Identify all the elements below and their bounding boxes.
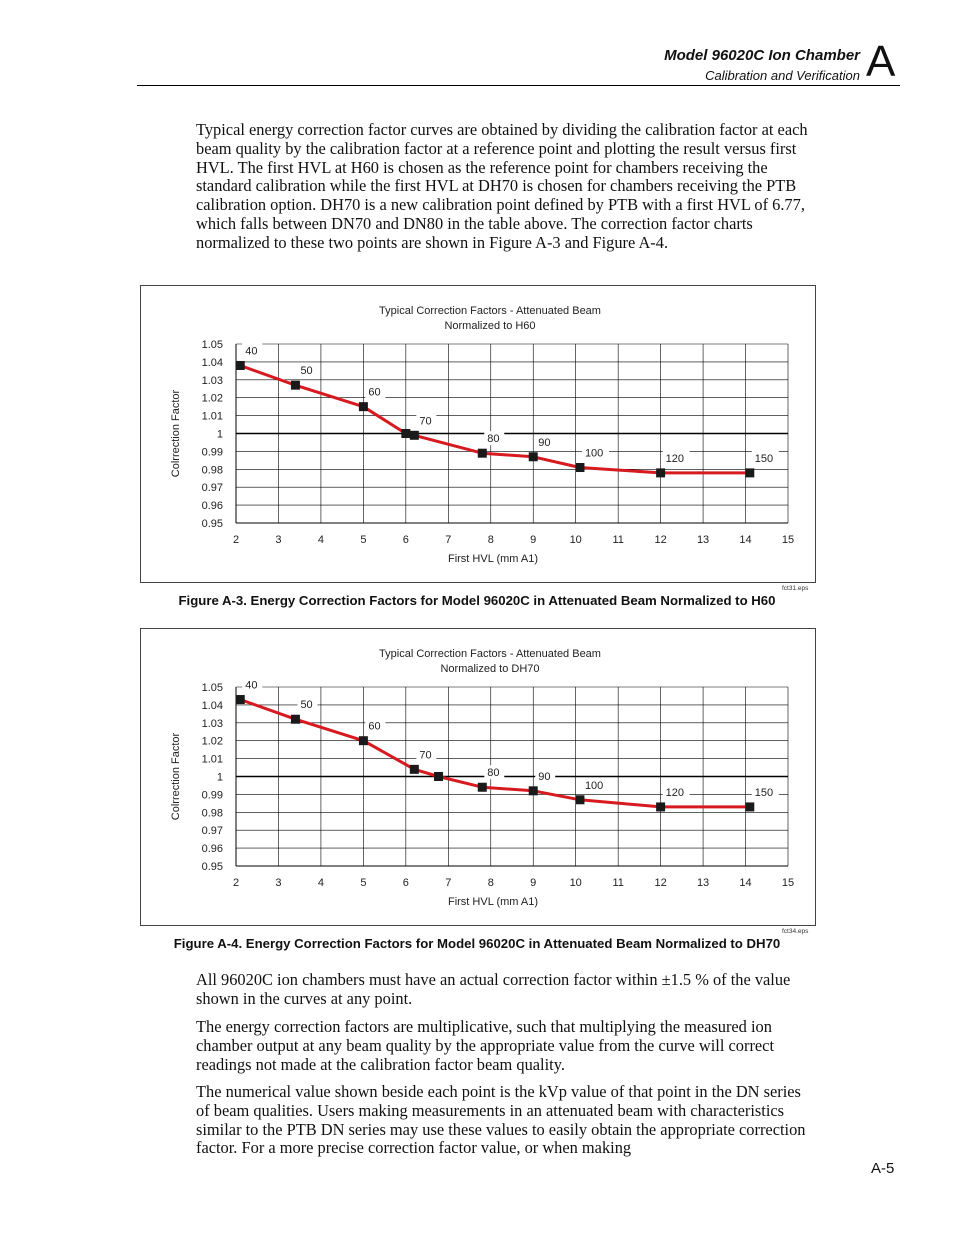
x-tick-label: 7 [445, 534, 452, 546]
y-tick-label: 1.01 [201, 410, 223, 423]
x-tick-label: 3 [275, 877, 282, 889]
y-tick-label: 0.97 [201, 825, 223, 838]
data-point-marker [291, 715, 300, 724]
figure-a3-chart [140, 285, 816, 583]
data-point-label: 40 [245, 345, 258, 358]
data-point-marker [359, 736, 368, 745]
y-tick-label: 0.97 [201, 482, 223, 495]
figure-a4-file-tag: fct34.eps [782, 928, 809, 935]
data-point-label: 150 [754, 452, 774, 465]
figure-a4-caption: Figure A-4. Energy Correction Factors for Model 96020C in Attenuated Beam Normalized to DH70 [173, 936, 781, 951]
y-tick-label: 0.96 [201, 843, 223, 856]
data-point-label: 120 [665, 786, 684, 799]
x-tick-label: 15 [781, 877, 795, 889]
figure-a3-file-tag: fct31.eps [782, 585, 809, 592]
data-point-marker [745, 802, 754, 811]
data-point-marker [575, 463, 584, 472]
x-tick-label: 10 [569, 534, 582, 546]
data-point-label: 40 [245, 679, 258, 692]
data-point-label: 60 [368, 386, 381, 399]
data-point-label: 90 [538, 436, 551, 449]
section-letter: A [866, 37, 896, 86]
data-point-marker [529, 452, 538, 461]
x-tick-label: 5 [360, 877, 367, 889]
data-point-label: 150 [754, 786, 774, 799]
chart-title: Typical Correction Factors - Attenuated Beam [379, 305, 601, 317]
data-point-marker [236, 695, 245, 704]
y-tick-label: 0.98 [201, 464, 223, 477]
data-point-marker [236, 361, 245, 370]
x-tick-label: 13 [696, 877, 710, 889]
y-tick-label: 1.05 [201, 339, 223, 351]
data-point-label: 80 [487, 767, 500, 780]
intro-paragraph: Typical energy correction factor curves are obtained by dividing the calibration factor at each beam quality by the calibration factor at a reference point and plotting the result versus first HVL. The first HVL at H60 is chosen as the reference point for chambers receiving the standard calibration while the first HVL at DH70 is chosen for chambers receiving the PTB calibration option. DH70 is a new calibration point defined by PTB with a first HVL of 6.77, which falls between DN70 and DN80 in the table above. The correction factor charts normalized to these two points are shown in Figure A-3 and Figure A-4. [196, 120, 808, 252]
x-tick-label: 12 [654, 877, 667, 889]
y-tick-label: 1.05 [201, 682, 223, 694]
x-tick-label: 12 [654, 534, 667, 546]
y-tick-label: 0.99 [201, 789, 223, 802]
header-rule [137, 85, 900, 86]
data-point-label: 100 [584, 779, 604, 792]
data-point-marker [656, 468, 665, 477]
y-tick-label: 0.98 [201, 807, 223, 820]
data-point-marker [401, 429, 410, 438]
chart-subtitle: Normalized to DH70 [440, 663, 540, 675]
chart-svg-a3 [141, 286, 815, 582]
y-tick-label: 1.03 [201, 374, 223, 387]
x-tick-label: 15 [781, 534, 795, 546]
x-tick-label: 6 [402, 534, 409, 546]
data-point-marker [656, 802, 665, 811]
data-point-label: 90 [538, 770, 551, 783]
data-point-marker [575, 795, 584, 804]
x-tick-label: 4 [317, 534, 324, 546]
header-title: Model 96020C Ion Chamber [664, 47, 860, 64]
y-tick-label: 0.95 [201, 861, 223, 873]
y-axis-label: Colrrection Factor [170, 732, 182, 821]
data-point-marker [410, 431, 419, 440]
header-subtitle: Calibration and Verification [705, 68, 860, 83]
x-tick-label: 2 [232, 534, 240, 546]
y-tick-label: 1.02 [201, 735, 223, 748]
data-point-label: 60 [368, 720, 381, 733]
y-tick-label: 0.96 [201, 500, 223, 513]
data-point-marker [478, 449, 487, 458]
figure-a3-caption: Figure A-3. Energy Correction Factors for Model 96020C in Attenuated Beam Normalized to H60 [178, 593, 776, 608]
x-tick-label: 10 [569, 877, 582, 889]
data-point-marker [745, 468, 754, 477]
body-paragraph-1: All 96020C ion chambers must have an actual correction factor within ±1.5 % of the value shown in the curves at any point. [196, 970, 791, 1008]
data-point-label: 120 [665, 452, 684, 465]
x-tick-label: 14 [739, 877, 752, 889]
data-point-label: 70 [419, 415, 432, 428]
data-point-label: 50 [300, 699, 313, 712]
x-tick-label: 9 [530, 534, 537, 546]
data-point-marker [478, 783, 487, 792]
x-tick-label: 8 [487, 877, 494, 889]
x-tick-label: 11 [612, 534, 624, 546]
x-tick-label: 2 [232, 877, 240, 889]
x-tick-label: 9 [530, 877, 537, 889]
x-tick-label: 4 [317, 877, 324, 889]
data-point-label: 100 [584, 447, 604, 460]
data-point-marker [434, 772, 443, 781]
chart-subtitle: Normalized to H60 [444, 320, 536, 332]
data-point-label: 50 [300, 365, 313, 378]
x-tick-label: 11 [612, 877, 624, 889]
x-axis-label: First HVL (mm A1) [447, 553, 539, 565]
x-tick-label: 5 [360, 534, 367, 546]
y-tick-label: 1.04 [201, 356, 223, 369]
x-axis-label: First HVL (mm A1) [447, 896, 539, 908]
data-point-marker [291, 381, 300, 390]
y-tick-label: 1.03 [201, 717, 223, 730]
x-tick-label: 3 [275, 534, 282, 546]
chart-svg-a4 [141, 629, 815, 925]
data-point-marker [359, 402, 368, 411]
x-tick-label: 14 [739, 534, 752, 546]
y-tick-label: 0.95 [201, 518, 223, 530]
y-axis-label: Colrrection Factor [170, 389, 182, 478]
y-tick-label: 1.04 [201, 699, 223, 712]
x-tick-label: 8 [487, 534, 494, 546]
body-paragraph-2: The energy correction factors are multiplicative, such that multiplying the measured ion chamber output at any beam quality by the appropriate value from the curve will correct readings not made at the calibration factor beam quality. [196, 1017, 775, 1074]
data-point-marker [410, 765, 419, 774]
chart-title: Typical Correction Factors - Attenuated Beam [379, 648, 601, 660]
data-point-marker [529, 786, 538, 795]
figure-a4-chart [140, 628, 816, 926]
data-point-label: 70 [419, 749, 432, 762]
page-number: A-5 [871, 1160, 895, 1177]
body-paragraph-3: The numerical value shown beside each point is the kVp value of that point in the DN series of beam qualities. Users making measurements in an attenuated beam with characteristics similar to the PTB DN series may use these values to easily obtain the appropriate correction factor. For a more precise correction factor value, or when making [196, 1082, 806, 1158]
x-tick-label: 13 [696, 534, 710, 546]
x-tick-label: 7 [445, 877, 452, 889]
y-tick-label: 1 [216, 771, 223, 784]
y-tick-label: 1.02 [201, 392, 223, 405]
y-tick-label: 1.01 [201, 753, 223, 766]
y-tick-label: 0.99 [201, 446, 223, 459]
y-tick-label: 1 [216, 428, 223, 441]
data-point-label: 80 [487, 433, 500, 446]
x-tick-label: 6 [402, 877, 409, 889]
